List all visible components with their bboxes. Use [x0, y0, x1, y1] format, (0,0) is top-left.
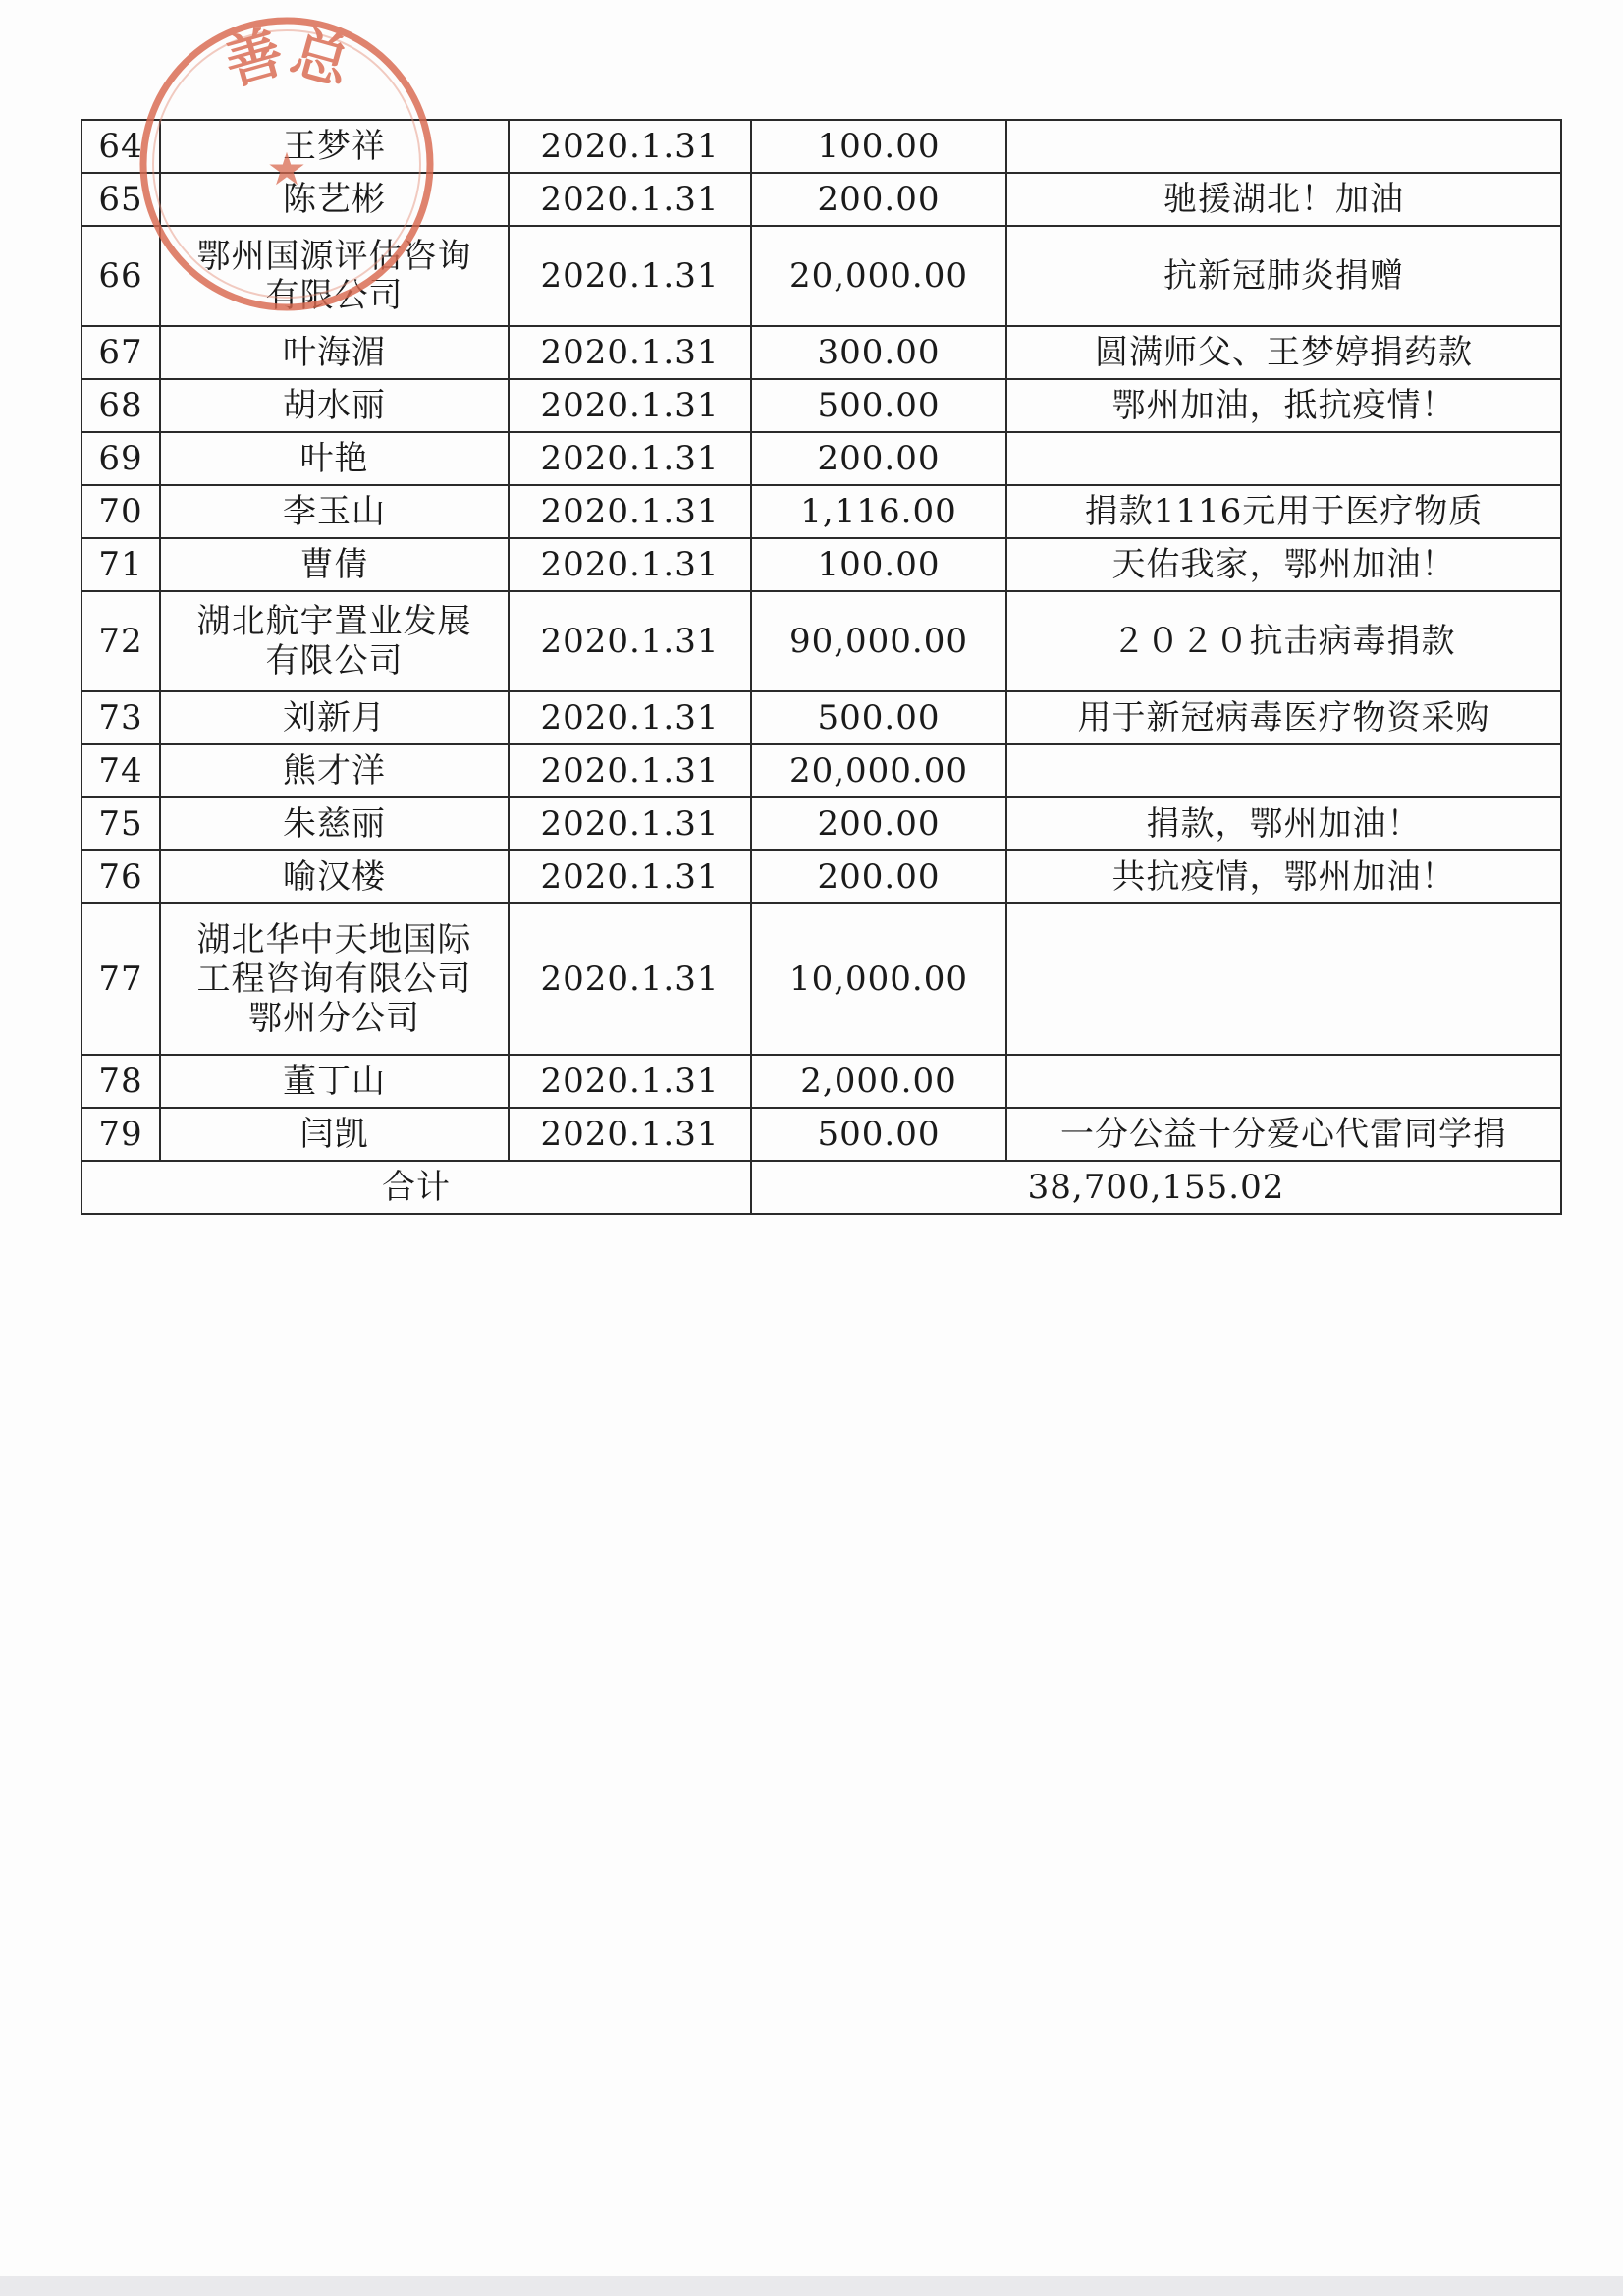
donor-name-line: 胡水丽	[283, 386, 386, 425]
donor-name	[160, 538, 509, 591]
donor-name	[160, 379, 509, 432]
donation-amount: 500.00	[751, 691, 1006, 744]
donation-note: 用于新冠病毒医疗物资采购	[1006, 691, 1561, 744]
donation-amount: 500.00	[751, 1108, 1006, 1161]
table-row	[81, 1055, 1561, 1108]
donation-note: 一分公益十分爱心代雷同学捐	[1006, 1108, 1561, 1161]
row-number: 71	[81, 538, 160, 591]
donation-date: 2020.1.31	[509, 691, 751, 744]
donation-note: 捐款，鄂州加油！	[1006, 797, 1561, 850]
donation-amount: 20,000.00	[751, 744, 1006, 797]
donation-amount: 200.00	[751, 797, 1006, 850]
donation-date: 2020.1.31	[509, 226, 751, 326]
table-row	[81, 379, 1561, 432]
donor-name-line: 刘新月	[283, 698, 386, 738]
donation-note: 驰援湖北！加油	[1006, 173, 1561, 226]
donation-note: 抗新冠肺炎捐赠	[1006, 226, 1561, 326]
row-number: 67	[81, 326, 160, 379]
table-row	[81, 432, 1561, 485]
donor-name-line: 湖北华中天地国际	[196, 920, 472, 959]
row-number: 77	[81, 903, 160, 1055]
donor-name-line: 闫凯	[299, 1115, 369, 1154]
donation-date: 2020.1.31	[509, 379, 751, 432]
table-row	[81, 485, 1561, 538]
total-label: 合计	[81, 1161, 751, 1214]
donation-date: 2020.1.31	[509, 538, 751, 591]
table-row	[81, 903, 1561, 1055]
donation-date: 2020.1.31	[509, 797, 751, 850]
table-row	[81, 173, 1561, 226]
table-row	[81, 691, 1561, 744]
table-row	[81, 797, 1561, 850]
donation-amount: 200.00	[751, 432, 1006, 485]
donor-name-line: 工程咨询有限公司	[196, 959, 472, 999]
donation-date: 2020.1.31	[509, 591, 751, 691]
donor-name	[160, 591, 509, 691]
donation-date: 2020.1.31	[509, 850, 751, 903]
row-number: 70	[81, 485, 160, 538]
donation-table	[81, 119, 1562, 1215]
donor-name	[160, 903, 509, 1055]
row-number: 74	[81, 744, 160, 797]
donor-name-line: 朱慈丽	[283, 804, 386, 844]
row-number: 72	[81, 591, 160, 691]
donor-name-line: 王梦祥	[283, 127, 386, 166]
donor-name	[160, 1055, 509, 1108]
row-number: 75	[81, 797, 160, 850]
donation-note	[1006, 432, 1561, 485]
donor-name	[160, 226, 509, 326]
donor-name-line: 叶艳	[299, 439, 369, 478]
total-row	[81, 1161, 1561, 1214]
donor-name	[160, 173, 509, 226]
table-row	[81, 850, 1561, 903]
donation-amount: 90,000.00	[751, 591, 1006, 691]
donation-date: 2020.1.31	[509, 173, 751, 226]
donation-amount: 20,000.00	[751, 226, 1006, 326]
row-number: 66	[81, 226, 160, 326]
donor-name	[160, 485, 509, 538]
donation-amount: 100.00	[751, 538, 1006, 591]
donation-amount: 300.00	[751, 326, 1006, 379]
donation-note: ２０２０抗击病毒捐款	[1006, 591, 1561, 691]
donation-date: 2020.1.31	[509, 1055, 751, 1108]
row-number: 78	[81, 1055, 160, 1108]
donation-note: 鄂州加油，抵抗疫情！	[1006, 379, 1561, 432]
donation-amount: 200.00	[751, 850, 1006, 903]
table-row	[81, 120, 1561, 173]
donor-name-line: 叶海湄	[283, 333, 386, 372]
donor-name-line: 熊才洋	[283, 751, 386, 791]
table-row	[81, 226, 1561, 326]
donor-name	[160, 432, 509, 485]
total-amount: 38,700,155.02	[751, 1161, 1561, 1214]
donor-name	[160, 326, 509, 379]
donor-name-line: 喻汉楼	[283, 857, 386, 897]
donation-note	[1006, 120, 1561, 173]
row-number: 64	[81, 120, 160, 173]
donation-date: 2020.1.31	[509, 485, 751, 538]
donation-note	[1006, 1055, 1561, 1108]
donation-date: 2020.1.31	[509, 744, 751, 797]
seal-text: 善总	[217, 18, 357, 98]
donation-date: 2020.1.31	[509, 903, 751, 1055]
donation-date: 2020.1.31	[509, 1108, 751, 1161]
donation-amount: 2,000.00	[751, 1055, 1006, 1108]
table-row	[81, 1108, 1561, 1161]
donation-note: 天佑我家，鄂州加油！	[1006, 538, 1561, 591]
row-number: 79	[81, 1108, 160, 1161]
donor-name-line: 陈艺彬	[283, 180, 386, 219]
row-number: 65	[81, 173, 160, 226]
donation-amount: 10,000.00	[751, 903, 1006, 1055]
donation-date: 2020.1.31	[509, 326, 751, 379]
donation-note	[1006, 903, 1561, 1055]
donation-amount: 200.00	[751, 173, 1006, 226]
donation-note: 捐款1116元用于医疗物质	[1006, 485, 1561, 538]
table-row	[81, 744, 1561, 797]
table-row	[81, 591, 1561, 691]
donation-note: 圆满师父、王梦婷捐药款	[1006, 326, 1561, 379]
donor-name-line: 有限公司	[265, 276, 404, 315]
donation-note	[1006, 744, 1561, 797]
donation-date: 2020.1.31	[509, 432, 751, 485]
donor-name	[160, 797, 509, 850]
donation-amount: 1,116.00	[751, 485, 1006, 538]
donor-name-line: 曹倩	[299, 545, 369, 584]
scan-bottom-edge	[0, 2276, 1623, 2296]
row-number: 76	[81, 850, 160, 903]
donor-name	[160, 850, 509, 903]
donation-date: 2020.1.31	[509, 120, 751, 173]
donor-name	[160, 1108, 509, 1161]
donation-amount: 100.00	[751, 120, 1006, 173]
table-row	[81, 326, 1561, 379]
row-number: 73	[81, 691, 160, 744]
donor-name	[160, 120, 509, 173]
donation-amount: 500.00	[751, 379, 1006, 432]
donor-name-line: 李玉山	[283, 492, 386, 531]
donor-name-line: 董丁山	[283, 1062, 386, 1101]
donor-name-line: 鄂州分公司	[248, 999, 420, 1038]
donor-name-line: 有限公司	[265, 641, 404, 681]
donor-name	[160, 744, 509, 797]
row-number: 69	[81, 432, 160, 485]
donation-note: 共抗疫情，鄂州加油！	[1006, 850, 1561, 903]
donor-name-line: 鄂州国源评估咨询	[196, 237, 472, 276]
seal-star: ★	[266, 142, 307, 195]
donor-name-line: 湖北航宇置业发展	[196, 602, 472, 641]
row-number: 68	[81, 379, 160, 432]
donation-table-body	[81, 120, 1561, 1214]
table-row	[81, 538, 1561, 591]
donor-name	[160, 691, 509, 744]
